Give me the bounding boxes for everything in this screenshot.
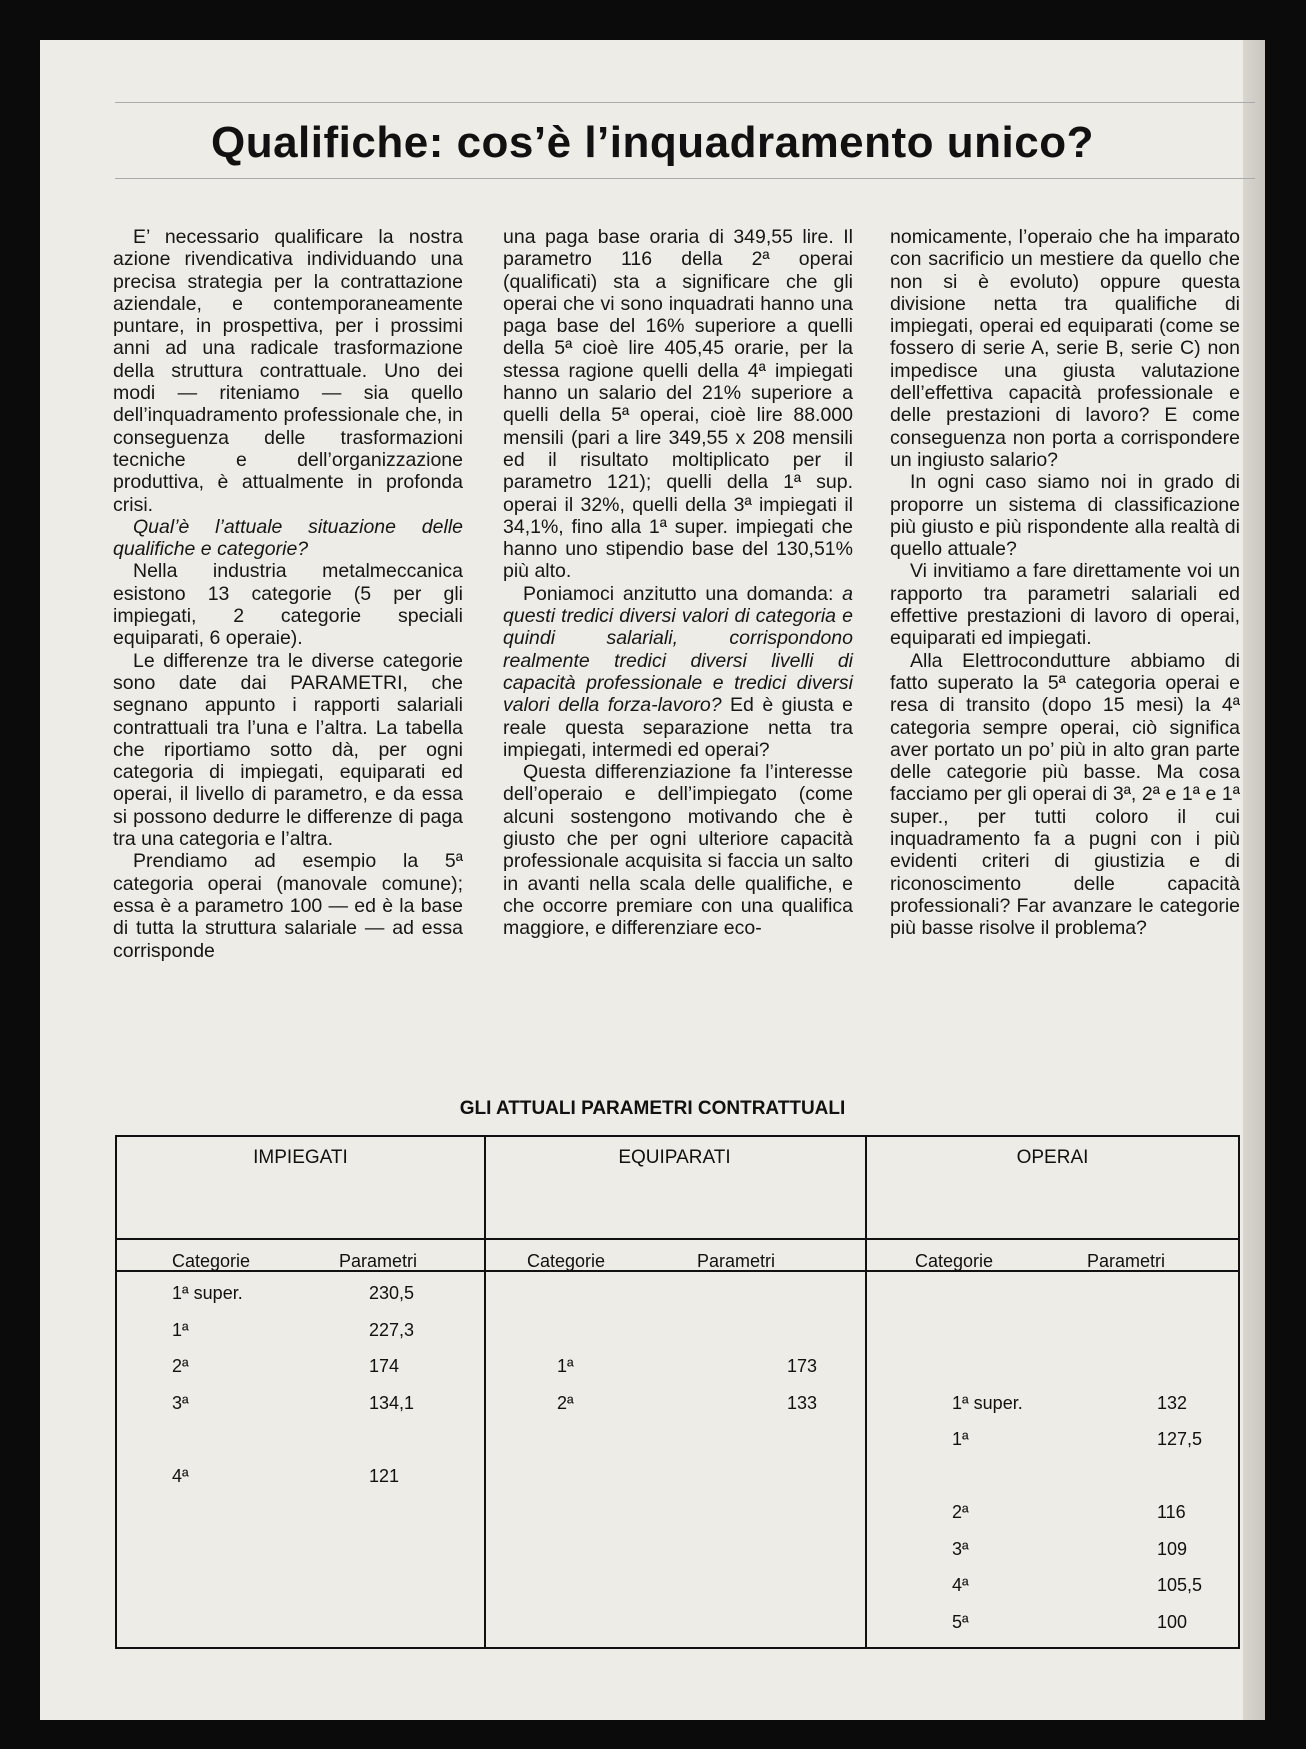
table-row (117, 1569, 1238, 1602)
table-cell: 1ª super. (952, 1392, 1023, 1413)
table-cell: 100 (1157, 1611, 1188, 1632)
table-cell: 3ª (952, 1538, 969, 1559)
table-cell: 5ª (952, 1611, 969, 1632)
paragraph: Questa differenziazione fa l’interesse dell’operaio e dell’impiegato (come alcuni sostengono motivando che è giusto che per ogni ulteriore capacità professionale acquisita si faccia un salto in avanti nella scala delle qualifiche, e che occorre premiare con una qualifica maggiore, e differenziare eco- (503, 761, 853, 940)
paragraph: Prendiamo ad esempio la 5ª categoria operai (manovale comune); essa è a parametro 100 — ed è la base di tutta la struttura salariale — ad essa corrisponde (113, 850, 463, 962)
page-title: Qualifiche: cos’è l’inquadramento unico? (210, 118, 1094, 167)
table-cell: 3ª (172, 1392, 189, 1413)
table-cell: 2ª (557, 1392, 574, 1413)
column-header-categorie: Categorie (527, 1251, 606, 1271)
table-row (117, 1423, 1238, 1456)
table-cell: 173 (787, 1356, 818, 1376)
paragraph: In ogni caso siamo noi in grado di proporre un sistema di classificazione più giusto e più rispondente alla realtà di quello attuale? (890, 471, 1240, 561)
table-row (117, 1277, 1238, 1310)
table-cell: 1ª (952, 1429, 969, 1449)
table-cell: 105,5 (1157, 1575, 1203, 1595)
group-header-impiegati: IMPIEGATI (253, 1147, 348, 1168)
paragraph: Nella industria metalmeccanica esistono 13 categorie (5 per gli impiegati, 2 categorie speciali equiparati, 6 operaie). (113, 560, 463, 650)
table-cell: 2ª (172, 1356, 189, 1376)
table-cell: 4ª (172, 1465, 189, 1486)
text-column-1 (113, 226, 463, 962)
column-header-categorie: Categorie (172, 1251, 251, 1271)
text-column-3 (890, 226, 1240, 940)
column-header-categorie: Categorie (915, 1251, 994, 1271)
table-cell: 174 (369, 1356, 400, 1376)
text-column-2 (503, 226, 853, 940)
top-rule (115, 102, 1255, 103)
paragraph: nomicamente, l’operaio che ha imparato con sacrificio un mestiere da quello che non si è evoluto) oppure questa divisione netta tra qualifiche di impiegati, operai ed equiparati (come se fossero di serie A, serie B, serie C) non impedisce una giusta valutazione dell’effettiva capacità professionale e delle prestazioni di lavoro? E come conseguenza non porta a corrispondere un ingiusto salario? (890, 226, 1240, 471)
table-cell: 134,1 (369, 1392, 415, 1413)
table-row (117, 1496, 1238, 1529)
paragraph: Alla Elettrocondutture abbiamo di fatto superato la 5ª categoria operai e resa di transito (dopo 15 mesi) la 4ª categoria sempre operai, ciò significa aver portato un po’ più in alto gran parte delle categorie più basse. Ma cosa facciamo per gli operai di 3ª, 2ª e 1ª e 1ª super., per tutti coloro il cui inquadramento fa a pugni con i più evidenti criteri di giustizia e di riconoscimento delle capacità professionali? Far avanzare le categorie più basse risolve il problema? (890, 649, 1240, 940)
table-cell: 227,3 (369, 1319, 415, 1340)
table-header-rule (117, 1238, 1238, 1240)
parameters-table (115, 1135, 1240, 1649)
paragraph: Qual’è l’attuale situazione delle qualifiche e categorie? (113, 515, 463, 561)
column-header-parametri: Parametri (339, 1251, 418, 1271)
paragraph: Le differenze tra le diverse categorie sono date dai PARAMETRI, che segnano appunto i rapporti salariali contrattuali tra l’una e l’altra. La tabella che riportiamo sotto dà, per ogni categoria di impiegati, equiparati ed operai, il livello di parametro, e da essa si possono dedurre le differenze di paga tra una categoria e l’altra. (113, 649, 463, 851)
table-header-rule (117, 1270, 1238, 1272)
paragraph: E’ necessario qualificare la nostra azione rivendicativa individuando una precisa strategia per la contrattazione aziendale, e contemporaneamente puntare, in prospettiva, per i prossimi anni ad una radicale trasformazione della struttura contrattuale. Uno dei modi — riteniamo — sia quello dell’inquadramento professionale che, in conseguenza delle trasformazioni tecniche e dell’organizzazione produttiva, è attualmente in profonda crisi. (113, 226, 463, 516)
table-cell: 230,5 (369, 1283, 415, 1303)
table-cell: 127,5 (1157, 1429, 1203, 1449)
group-header-equiparati: EQUIPARATI (618, 1147, 731, 1168)
paragraph: Vi invitiamo a fare direttamente voi un rapporto tra parametri salariali ed effettive prestazioni di lavoro di operai, equiparati ed impiegati. (890, 560, 1240, 650)
table-row (117, 1350, 1238, 1383)
table-row (117, 1606, 1238, 1639)
table-cell: 1ª super. (172, 1283, 243, 1303)
table-cell: 109 (1157, 1538, 1188, 1559)
table-row (117, 1533, 1238, 1566)
table-title: GLI ATTUALI PARAMETRI CONTRATTUALI (459, 1098, 846, 1119)
table-cell: 4ª (952, 1575, 969, 1595)
column-header-parametri: Parametri (697, 1251, 776, 1271)
group-header-operai: OPERAI (1016, 1147, 1089, 1168)
paragraph: una paga base oraria di 349,55 lire. Il parametro 116 della 2ª operai (qualificati) sta a significare che gli operai che vi sono inquadrati hanno una paga base del 16% superiore a quelli della 5ª cioè lire 405,45 orarie, per la stessa ragione quelli della 4ª impiegati hanno un salario del 21% superiore a quelli della 5ª operai, cioè lire 88.000 mensili (pari a lire 349,55 x 208 mensili ed il risultato moltiplicato per il parametro 121); quelli della 1ª sup. operai il 32%, quelli della 3ª impiegati il 34,1%, fino alla 1ª super. impiegati che hanno uno stipendio base del 130,51% più alto. (503, 226, 853, 583)
paragraph: Poniamoci anzitutto una domanda: a questi tredici diversi valori di categoria e quindi salariali, corrispondono realmente tredici diversi livelli di capacità professionale e tredici diversi valori della forza-lavoro? Ed è giusta e reale questa separazione netta tra impiegati, intermedi ed operai? (503, 582, 853, 761)
table-row (117, 1387, 1238, 1420)
table-cell: 1ª (172, 1319, 189, 1340)
column-header-parametri: Parametri (1087, 1251, 1166, 1271)
table-cell: 1ª (557, 1356, 574, 1376)
title-rule (115, 178, 1255, 179)
magazine-page (40, 40, 1265, 1720)
page-edge (1243, 40, 1265, 1720)
table-row (117, 1460, 1238, 1493)
table-cell: 133 (787, 1392, 818, 1413)
table-cell: 2ª (952, 1502, 969, 1522)
table-cell: 116 (1157, 1502, 1186, 1522)
table-cell: 121 (369, 1465, 400, 1486)
table-cell: 132 (1157, 1392, 1188, 1413)
table-row (117, 1314, 1238, 1347)
